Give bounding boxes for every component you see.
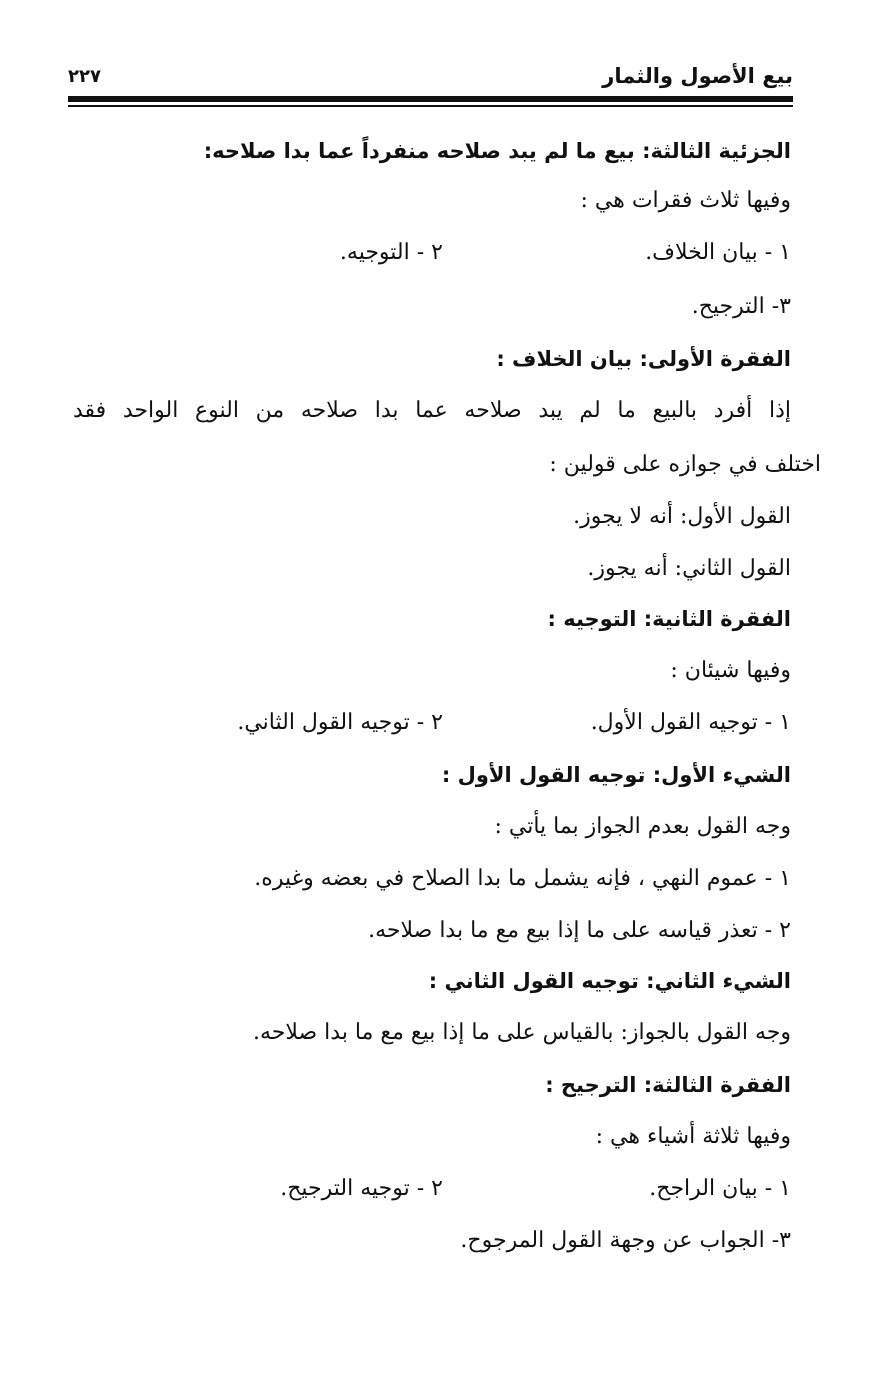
subsection-heading: الفقرة الثانية: التوجيه : (547, 607, 791, 631)
subsection-heading: الشيء الثاني: توجيه القول الثاني : (428, 969, 791, 993)
paragraph-line: وفيها ثلاثة أشياء هي : (595, 1124, 791, 1149)
header-title: بيع الأصول والثمار (602, 64, 793, 88)
list-item: ١ - عموم النهي ، فإنه يشمل ما بدا الصلاح في بعضه وغيره. (254, 866, 791, 891)
paragraph-line: القول الثاني: أنه يجوز. (587, 556, 791, 581)
subsection-heading: الفقرة الأولى: بيان الخلاف : (496, 347, 791, 371)
paragraph-line: اختلف في جوازه على قولين : (549, 452, 821, 477)
list-item: ١ - بيان الراجح. (649, 1176, 791, 1201)
header-rule-thin (68, 105, 793, 107)
paragraph-line: وفيها ثلاث فقرات هي : (580, 188, 791, 213)
paragraph-line: وفيها شيئان : (670, 658, 791, 683)
list-item: ٣- الترجيح. (691, 294, 791, 319)
list-item: ٢ - تعذر قياسه على ما إذا بيع مع ما بدا صلاحه. (368, 918, 791, 943)
section-heading: الجزئية الثالثة: بيع ما لم يبد صلاحه منفرداً عما بدا صلاحه: (203, 139, 791, 163)
list-item: ٢ - توجيه الترجيح. (280, 1176, 443, 1201)
list-item: ٢ - التوجيه. (339, 240, 443, 265)
list-item: ١ - بيان الخلاف. (645, 240, 791, 265)
subsection-heading: الفقرة الثالثة: الترجيح : (545, 1073, 791, 1097)
paragraph-line: إذا أفرد بالبيع ما لم يبد صلاحه عما بدا صلاحه من النوع الواحد فقد (73, 398, 791, 423)
list-item: ٣- الجواب عن وجهة القول المرجوح. (460, 1228, 791, 1253)
page-number: ٢٢٧ (68, 66, 101, 87)
list-item: ٢ - توجيه القول الثاني. (237, 710, 443, 735)
paragraph-line: القول الأول: أنه لا يجوز. (573, 504, 791, 529)
paragraph-line: وجه القول بالجواز: بالقياس على ما إذا بيع مع ما بدا صلاحه. (252, 1020, 791, 1045)
paragraph-line: وجه القول بعدم الجواز بما يأتي : (494, 814, 791, 839)
header-rule-thick (68, 96, 793, 102)
list-item: ١ - توجيه القول الأول. (590, 710, 791, 735)
subsection-heading: الشيء الأول: توجيه القول الأول : (441, 763, 791, 787)
running-header (68, 58, 793, 98)
